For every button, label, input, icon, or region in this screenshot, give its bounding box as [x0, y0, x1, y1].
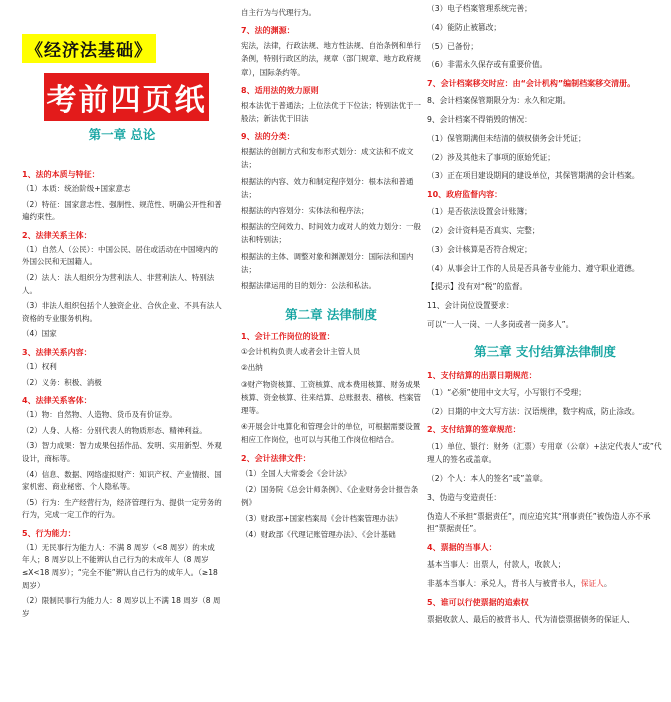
paragraph: （1）自然人（公民）：中国公民、居住或活动在中国境内的外国公民和无国籍人。 [22, 244, 219, 267]
paragraph [427, 578, 663, 591]
section-heading: 8、适用法的效力原则 [241, 85, 319, 95]
section-heading: 2、法律关系主体： [22, 230, 92, 240]
paragraph: 自主行为与代理行为。 [241, 8, 316, 17]
section-heading: 10、政府监督内容： [427, 190, 503, 200]
paragraph: （1）物：自然物、人造物、货币及有价证券。 [22, 410, 177, 420]
paragraph: （2）国务院《总会计师条例》、《企业财务会计报告条例》 [241, 484, 419, 508]
paragraph: （2）涉及其他未了事项的原始凭证； [427, 152, 555, 162]
paragraph-list [427, 370, 663, 627]
paragraph-list [22, 169, 222, 620]
paragraph: （4）国家 [22, 329, 57, 339]
paragraph: 根据法的内容划分：实体法和程序法； [241, 206, 369, 216]
column-right [427, 0, 663, 633]
paragraph: 根据法的空间效力、时间效力或对人的效力划分：一般法和特别法； [241, 222, 421, 245]
section-heading: 4、票据的当事人： [427, 543, 497, 553]
paragraph: （3）非法人组织包括个人独资企业、合伙企业、不具有法人资格的专业服务机构。 [22, 301, 222, 323]
paragraph-list [241, 331, 421, 541]
paragraph: （2）人身、人格：分别代表人的物质形态、精神利益。 [22, 425, 207, 435]
paragraph: （2）法人：法人组织分为营利法人、非营利法人、特别法人。 [22, 272, 215, 295]
section-heading: 3、法律关系内容： [22, 347, 92, 357]
section-heading: 2、支付结算的签章规范： [427, 425, 521, 435]
paragraph: （2）义务：积极、消极 [22, 377, 102, 387]
paragraph: 8、会计档案保管期限分为：永久和定期。 [427, 96, 571, 106]
paragraph: （3）会计核算是否符合规定； [427, 244, 532, 254]
section-heading: 4、法律关系客体： [22, 396, 92, 406]
paragraph: 根据法的创制方式和发布形式划分：成文法和不成文法； [241, 147, 414, 170]
paragraph: （5）已备份； [427, 41, 479, 51]
paragraph: （3）电子档案管理系统完善； [427, 4, 532, 13]
paragraph: 宪法，法律，行政法规、地方性法规、自治条例和单行条例，特别行政区的法，规章（部门规章、地方政府规章），国际条约等。 [241, 41, 421, 77]
section-heading: 7、会计档案移交时应：由“会计机构”编制档案移交清册。 [427, 79, 636, 89]
section-heading: 5、谁可以行使票据的追索权 [427, 597, 529, 607]
paragraph-list [427, 3, 663, 332]
paragraph-text: 。 [603, 578, 612, 588]
section-heading: 9、法的分类： [241, 132, 295, 142]
paragraph-list [241, 6, 421, 292]
paragraph: （4）能防止被篡改； [427, 22, 502, 32]
paragraph: （6）非需永久保存或有重要价值。 [427, 60, 548, 70]
chapter-heading: 第三章 支付结算法律制度 [474, 343, 616, 359]
paragraph: 11、会计岗位设置要求： [427, 301, 514, 311]
paragraph: 基本当事人：出票人，付款人，收款人； [427, 560, 566, 570]
paragraph: 【提示】没有对“税”的监督。 [427, 282, 528, 292]
paragraph: （1）“必须”使用中文大写，小写银行不受理； [427, 387, 586, 397]
paragraph: （5）行为：生产经营行为，经济管理行为、提供一定劳务的行为，完成一定工作的行为。 [22, 497, 222, 520]
paragraph: 根据法的主体、调整对象和渊源划分：国际法和国内法； [241, 251, 414, 274]
paragraph: （3）财政部+国家档案局《会计档案管理办法》 [241, 514, 403, 524]
section-heading: 7、法的渊源： [241, 26, 295, 36]
section-heading: 2、会计法律文件： [241, 453, 311, 463]
paragraph-text: 非基本当事人：承兑人，背书人与被背书人， [427, 578, 581, 588]
paragraph: 根据法律运用的目的划分：公法和私法。 [241, 281, 376, 291]
paragraph: 根本法优于普通法；上位法优于下位法；特别法优于一般法；新法优于旧法 [241, 100, 421, 124]
paragraph: （1）全国人大常委会《会计法》 [241, 468, 351, 478]
book-title: 《经济法基础》 [22, 34, 156, 63]
chapter-heading: 第一章 总论 [88, 127, 156, 142]
paragraph: （4）从事会计工作的人员是否具备专业能力、遵守职业道德。 [427, 263, 640, 273]
banner-title: 考前四页纸 [44, 73, 209, 121]
paragraph: 伪造人不承担“票据责任”，而应追究其“刑事责任”被伪造人亦不承担“票据责任”。 [427, 511, 651, 534]
section-heading: 1、会计工作岗位的设置： [241, 332, 335, 342]
paragraph: （3）正在项目建设期间的建设单位，其保管期满的会计档案。 [427, 171, 640, 181]
column-left [22, 0, 222, 623]
highlighted-text: 保证人 [580, 578, 604, 588]
paragraph: （2）会计资料是否真实、完整； [427, 225, 540, 235]
paragraph: （1）无民事行为能力人：不满 8 周岁（<8 周岁）的未成年人；8 周岁以上不能辨认自己行为的未成年人（8 周岁≤X<18 周岁）；“完全不能”辨认自己行为的成年人。（≥18 周岁） [22, 542, 218, 590]
paragraph: （2）个人：本人的签名“或”盖章。 [427, 473, 548, 483]
paragraph: （4）财政部《代理记账管理办法》、《会计基础 [241, 530, 396, 540]
paragraph: ②出纳 [241, 363, 263, 373]
paragraph: （2）限制民事行为能力人：8 周岁以上不满 18 周岁（8 周岁 [22, 596, 221, 618]
paragraph: （4）信息、数据、网络虚拟财产：知识产权、产业情报、国家机密、商业秘密、个人隐私等。 [22, 469, 222, 492]
paragraph: （2）日期的中文大写方法：汉语规律，数字构成，防止涂改。 [427, 406, 640, 416]
paragraph: 根据法的内容、效力和制定程序划分：根本法和普通法； [241, 176, 414, 199]
section-heading: 1、支付结算的出票日期规范： [427, 370, 537, 380]
paragraph: （1）保管期满但未结清的债权债务会计凭证； [427, 133, 586, 143]
paragraph: 3、伪造与变造责任： [427, 492, 502, 502]
paragraph: 可以“一人一岗、一人多岗或者一岗多人”。 [427, 319, 574, 329]
chapter-heading: 第二章 法律制度 [285, 307, 377, 323]
paragraph: （3）智力成果：智力成果包括作品、发明、实用新型、外观设计，商标等。 [22, 441, 222, 463]
paragraph: （1）是否依法设置会计账簿； [427, 207, 532, 217]
section-heading: 5、行为能力： [22, 528, 76, 538]
paragraph: （1）单位、银行：财务（汇票）专用章（公章）+法定代表人“或”代理人的签名或盖章。 [427, 442, 662, 465]
section-heading: 1、法的本质与特征： [22, 170, 100, 179]
paragraph: （1）本质：统治阶级+国家意志 [22, 184, 131, 193]
paragraph: 票据收款人、最后的被背书人、代为清偿票据债务的保证人、 [427, 614, 635, 624]
paragraph: （1）权利 [22, 361, 57, 371]
paragraph: ④开展会计电算化和管理会计的单位，可根据需要设置相应工作岗位，也可以与其他工作岗位相结合。 [241, 422, 421, 445]
paragraph: 9、会计档案不得销毁的情况： [427, 114, 532, 124]
paragraph: （2）特征：国家意志性、强制性、规范性、明确公开性和普遍约束性。 [22, 199, 222, 222]
column-middle [241, 0, 421, 545]
paragraph: ③财产物资核算、工资核算、成本费用核算、财务成果核算、资金核算、往来结算、总账报表、稽核、档案管理等。 [241, 379, 421, 416]
paragraph: ①会计机构负责人或者会计主管人员 [241, 347, 361, 357]
